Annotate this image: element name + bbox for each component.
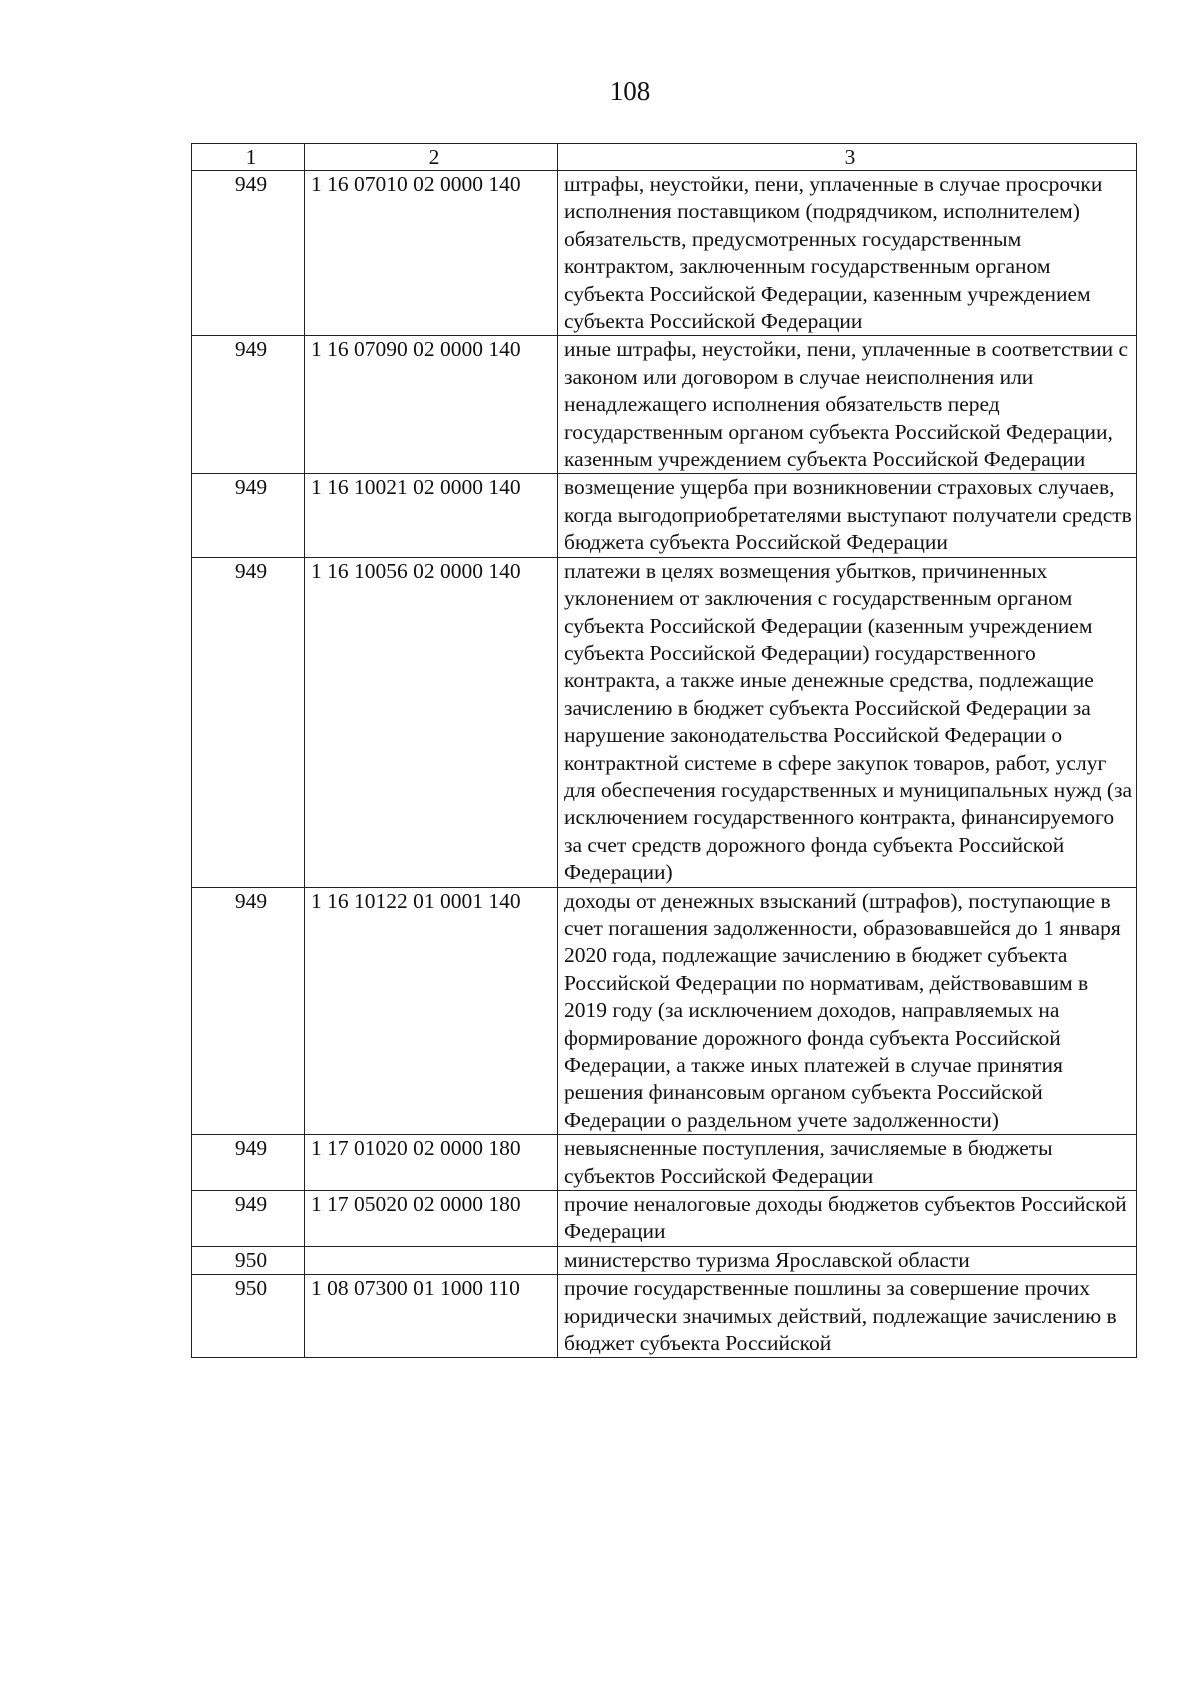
- column-header-1: 1: [192, 144, 305, 171]
- table-row: [192, 557, 1137, 887]
- admin-code-cell: 949: [192, 557, 305, 887]
- kbk-code-cell: 1 17 05020 02 0000 180: [305, 1191, 558, 1247]
- admin-code-cell: 949: [192, 336, 305, 474]
- kbk-code-cell: 1 17 01020 02 0000 180: [305, 1135, 558, 1191]
- description-cell: прочие неналоговые доходы бюджетов субъектов Российской Федерации: [558, 1191, 1137, 1247]
- table-row: [192, 1191, 1137, 1247]
- table-row: [192, 336, 1137, 474]
- admin-code-cell: 949: [192, 1135, 305, 1191]
- admin-code-cell: 950: [192, 1246, 305, 1274]
- admin-code-cell: 949: [192, 1191, 305, 1247]
- kbk-code-cell: 1 16 10021 02 0000 140: [305, 474, 558, 557]
- kbk-code-cell: [305, 1246, 558, 1274]
- table-row: [192, 1246, 1137, 1274]
- description-cell: платежи в целях возмещения убытков, причиненных уклонением от заключения с государственным органом субъекта Российской Федерации (казенным учреждением субъекта Российской Федерации) государственного контракта, а также иные денежные средства, подлежащие зачислению в бюджет субъекта Российской Федерации за нарушение законодательства Российской Федерации о контрактной системе в сфере закупок товаров, работ, услуг для обеспечения государственных и муниципальных нужд (за исключением государственного контракта, финансируемого за счет средств дорожного фонда субъекта Российской Федерации): [558, 557, 1137, 887]
- description-cell: прочие государственные пошлины за совершение прочих юридически значимых действий, подлежащие зачислению в бюджет субъекта Российской: [558, 1275, 1137, 1358]
- kbk-code-cell: 1 16 07090 02 0000 140: [305, 336, 558, 474]
- admin-code-cell: 949: [192, 474, 305, 557]
- description-cell: доходы от денежных взысканий (штрафов), поступающие в счет погашения задолженности, образовавшейся до 1 января 2020 года, подлежащие зачислению в бюджет субъекта Российской Федерации по нормативам, действовавшим в 2019 году (за исключением доходов, направляемых на формирование дорожного фонда субъекта Российской Федерации, а также иных платежей в случае принятия решения финансовым органом субъекта Российской Федерации о раздельном учете задолженности): [558, 887, 1137, 1135]
- column-header-3: 3: [558, 144, 1137, 171]
- kbk-code-cell: 1 08 07300 01 1000 110: [305, 1275, 558, 1358]
- kbk-code-cell: 1 16 10056 02 0000 140: [305, 557, 558, 887]
- page-number: 108: [609, 76, 651, 106]
- description-cell: министерство туризма Ярославской области: [558, 1246, 1137, 1274]
- table-row: [192, 887, 1137, 1135]
- table-row: [192, 1275, 1137, 1358]
- admin-code-cell: 949: [192, 171, 305, 336]
- admin-code-cell: 950: [192, 1275, 305, 1358]
- kbk-code-cell: 1 16 10122 01 0001 140: [305, 887, 558, 1135]
- table-row: [192, 1135, 1137, 1191]
- table-row: [192, 171, 1137, 336]
- description-cell: иные штрафы, неустойки, пени, уплаченные в соответствии с законом или договором в случае неисполнения или ненадлежащего исполнения обязательств перед государственным органом субъекта Российской Федерации, казенным учреждением субъекта Российской Федерации: [558, 336, 1137, 474]
- kbk-code-cell: 1 16 07010 02 0000 140: [305, 171, 558, 336]
- table-header-row: [192, 144, 1137, 171]
- admin-code-cell: 949: [192, 887, 305, 1135]
- column-header-2: 2: [305, 144, 558, 171]
- description-cell: возмещение ущерба при возникновении страховых случаев, когда выгодоприобретателями выступают получатели средств бюджета субъекта Российской Федерации: [558, 474, 1137, 557]
- description-cell: штрафы, неустойки, пени, уплаченные в случае просрочки исполнения поставщиком (подрядчиком, исполнителем) обязательств, предусмотренных государственным контрактом, заключенным государственным органом субъекта Российской Федерации, казенным учреждением субъекта Российской Федерации: [558, 171, 1137, 336]
- description-cell: невыясненные поступления, зачисляемые в бюджеты субъектов Российской Федерации: [558, 1135, 1137, 1191]
- budget-classification-table: [191, 143, 1137, 1358]
- table-row: [192, 474, 1137, 557]
